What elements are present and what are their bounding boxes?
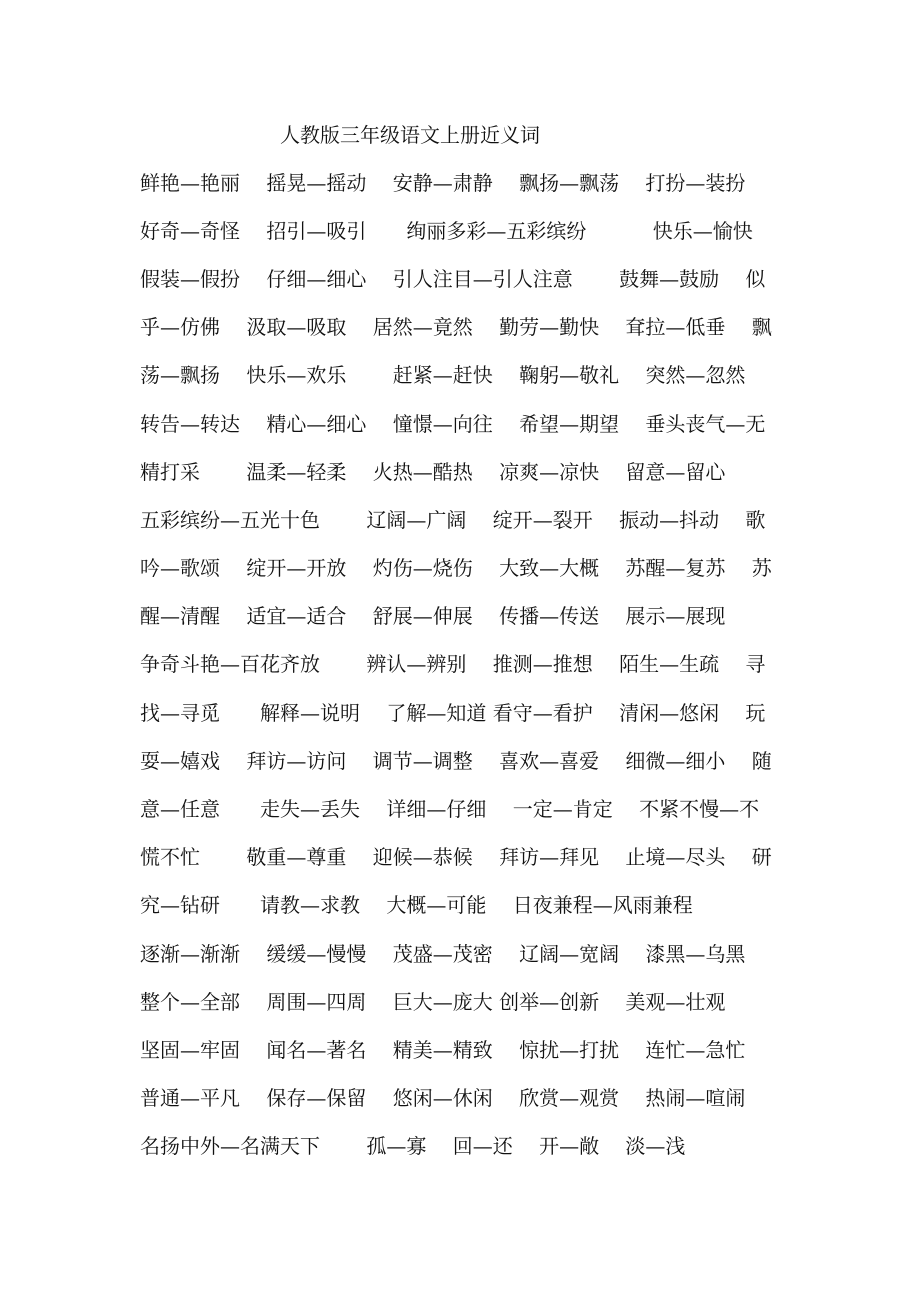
synonym-line-6: 转告—转达 精心—细心 憧憬—向往 希望—期望 垂头丧气—无 (140, 412, 766, 436)
synonym-line-11: 争奇斗艳—百花齐放 辨认—辨别 推测—推想 陌生—生疏 寻 (140, 652, 766, 676)
synonym-line-1: 鲜艳—艳丽 摇晃—摇动 安静—肃静 飘扬—飘荡 打扮—装扮 (140, 171, 746, 195)
synonym-line-2: 好奇—奇怪 招引—吸引 绚丽多彩—五彩缤纷 快乐—愉快 (140, 219, 753, 243)
synonym-line-19: 坚固—牢固 闻名—著名 精美—精致 惊扰—打扰 连忙—急忙 (140, 1038, 746, 1062)
synonym-line-16: 究—钻研 请教—求教 大概—可能 日夜兼程—风雨兼程 (140, 893, 693, 917)
synonym-line-10: 醒—清醒 适宜—适合 舒展—伸展 传播—传送 展示—展现 (140, 604, 726, 628)
synonym-line-18: 整个—全部 周围—四周 巨大—庞大 创举—创新 美观—壮观 (140, 990, 726, 1014)
synonym-line-20: 普通—平凡 保存—保留 悠闲—休闲 欣赏—观赏 热闹—喧闹 (140, 1086, 746, 1110)
synonym-line-4: 乎—仿佛 汲取—吸取 居然—竟然 勤劳—勤快 耷拉—低垂 飘 (140, 315, 772, 339)
synonym-line-3: 假装—假扮 仔细—细心 引人注目—引人注意 鼓舞—鼓励 似 (140, 267, 766, 291)
synonym-line-17: 逐渐—渐渐 缓缓—慢慢 茂盛—茂密 辽阔—宽阔 漆黑—乌黑 (140, 942, 746, 966)
synonym-line-21: 名扬中外—名满天下 孤—寡 回—还 开—敞 淡—浅 (140, 1134, 686, 1158)
synonym-line-14: 意—任意 走失—丢失 详细—仔细 一定—肯定 不紧不慢—不 (140, 797, 760, 821)
synonym-line-7: 精打采 温柔—轻柔 火热—酷热 凉爽—凉快 留意—留心 (140, 460, 726, 484)
synonym-line-13: 耍—嬉戏 拜访—访问 调节—调整 喜欢—喜爱 细微—细小 随 (140, 749, 772, 773)
document-title: 人教版三年级语文上册近义词 (280, 123, 540, 147)
synonym-line-5: 荡—飘扬 快乐—欢乐 赶紧—赶快 鞠躬—敬礼 突然—忽然 (140, 363, 746, 387)
synonym-line-8: 五彩缤纷—五光十色 辽阔—广阔 绽开—裂开 振动—抖动 歌 (140, 508, 766, 532)
synonym-line-15: 慌不忙 敬重—尊重 迎候—恭候 拜访—拜见 止境—尽头 研 (140, 845, 772, 869)
synonym-line-12: 找—寻觅 解释—说明 了解—知道 看守—看护 清闲—悠闲 玩 (140, 701, 766, 725)
synonym-line-9: 吟—歌颂 绽开—开放 灼伤—烧伤 大致—大概 苏醒—复苏 苏 (140, 556, 772, 580)
